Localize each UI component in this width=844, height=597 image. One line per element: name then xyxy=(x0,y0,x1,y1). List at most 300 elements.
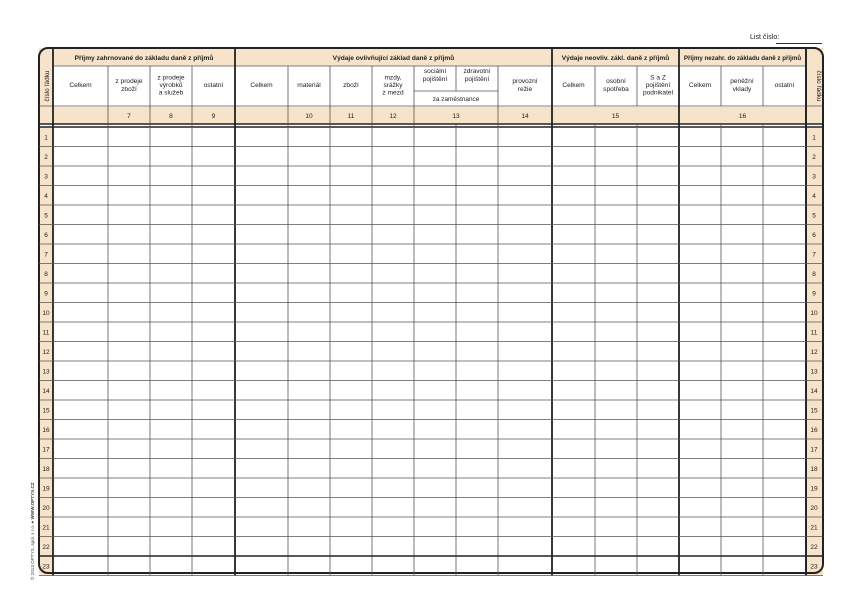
table-cell[interactable] xyxy=(331,479,371,497)
table-cell[interactable] xyxy=(764,499,805,517)
table-cell[interactable] xyxy=(193,557,234,575)
table-cell[interactable] xyxy=(373,557,413,575)
table-cell[interactable] xyxy=(499,148,551,166)
table-cell[interactable] xyxy=(331,440,371,458)
table-cell[interactable] xyxy=(193,284,234,302)
table-cell[interactable] xyxy=(193,226,234,244)
table-cell[interactable] xyxy=(151,538,191,556)
table-cell[interactable] xyxy=(553,440,594,458)
table-cell[interactable] xyxy=(236,128,287,146)
table-cell[interactable] xyxy=(151,382,191,400)
table-cell[interactable] xyxy=(596,499,636,517)
table-cell[interactable] xyxy=(151,226,191,244)
table-cell[interactable] xyxy=(373,401,413,419)
table-cell[interactable] xyxy=(109,226,149,244)
table-cell[interactable] xyxy=(680,167,720,185)
table-cell[interactable] xyxy=(236,265,287,283)
table-cell[interactable] xyxy=(553,226,594,244)
table-cell[interactable] xyxy=(499,206,551,224)
table-cell[interactable] xyxy=(596,401,636,419)
table-cell[interactable] xyxy=(638,245,678,263)
table-cell[interactable] xyxy=(415,206,455,224)
table-cell[interactable] xyxy=(54,206,107,224)
table-cell[interactable] xyxy=(373,167,413,185)
table-cell[interactable] xyxy=(373,148,413,166)
table-cell[interactable] xyxy=(499,323,551,341)
table-cell[interactable] xyxy=(415,518,455,536)
table-cell[interactable] xyxy=(331,538,371,556)
table-cell[interactable] xyxy=(680,148,720,166)
table-cell[interactable] xyxy=(236,284,287,302)
table-cell[interactable] xyxy=(373,265,413,283)
table-cell[interactable] xyxy=(236,226,287,244)
table-cell[interactable] xyxy=(373,538,413,556)
table-cell[interactable] xyxy=(680,128,720,146)
table-cell[interactable] xyxy=(236,440,287,458)
table-cell[interactable] xyxy=(415,226,455,244)
table-cell[interactable] xyxy=(373,440,413,458)
table-cell[interactable] xyxy=(151,148,191,166)
table-cell[interactable] xyxy=(638,440,678,458)
table-cell[interactable] xyxy=(499,284,551,302)
table-cell[interactable] xyxy=(151,401,191,419)
table-cell[interactable] xyxy=(373,304,413,322)
table-cell[interactable] xyxy=(109,245,149,263)
table-cell[interactable] xyxy=(457,401,497,419)
table-cell[interactable] xyxy=(236,206,287,224)
table-cell[interactable] xyxy=(457,323,497,341)
table-cell[interactable] xyxy=(553,557,594,575)
table-cell[interactable] xyxy=(236,460,287,478)
table-cell[interactable] xyxy=(151,362,191,380)
table-cell[interactable] xyxy=(722,304,762,322)
table-cell[interactable] xyxy=(553,518,594,536)
table-cell[interactable] xyxy=(109,187,149,205)
table-cell[interactable] xyxy=(680,382,720,400)
table-cell[interactable] xyxy=(638,538,678,556)
table-cell[interactable] xyxy=(415,382,455,400)
table-cell[interactable] xyxy=(553,401,594,419)
table-cell[interactable] xyxy=(331,460,371,478)
table-cell[interactable] xyxy=(553,538,594,556)
table-cell[interactable] xyxy=(54,382,107,400)
table-cell[interactable] xyxy=(457,206,497,224)
table-cell[interactable] xyxy=(722,148,762,166)
table-cell[interactable] xyxy=(373,245,413,263)
table-cell[interactable] xyxy=(109,538,149,556)
table-cell[interactable] xyxy=(596,304,636,322)
table-cell[interactable] xyxy=(236,518,287,536)
table-cell[interactable] xyxy=(331,421,371,439)
table-cell[interactable] xyxy=(289,362,329,380)
table-cell[interactable] xyxy=(764,187,805,205)
table-cell[interactable] xyxy=(289,265,329,283)
table-cell[interactable] xyxy=(596,362,636,380)
table-cell[interactable] xyxy=(289,479,329,497)
table-cell[interactable] xyxy=(764,440,805,458)
table-cell[interactable] xyxy=(638,343,678,361)
table-cell[interactable] xyxy=(109,265,149,283)
table-cell[interactable] xyxy=(415,148,455,166)
table-cell[interactable] xyxy=(764,323,805,341)
table-cell[interactable] xyxy=(680,362,720,380)
table-cell[interactable] xyxy=(331,304,371,322)
table-cell[interactable] xyxy=(236,479,287,497)
table-cell[interactable] xyxy=(151,499,191,517)
table-cell[interactable] xyxy=(415,167,455,185)
table-cell[interactable] xyxy=(236,362,287,380)
table-cell[interactable] xyxy=(289,557,329,575)
table-cell[interactable] xyxy=(638,304,678,322)
table-cell[interactable] xyxy=(553,206,594,224)
table-cell[interactable] xyxy=(457,187,497,205)
table-cell[interactable] xyxy=(151,421,191,439)
table-cell[interactable] xyxy=(680,304,720,322)
table-cell[interactable] xyxy=(722,128,762,146)
table-cell[interactable] xyxy=(596,167,636,185)
table-cell[interactable] xyxy=(722,206,762,224)
table-cell[interactable] xyxy=(289,382,329,400)
table-cell[interactable] xyxy=(109,401,149,419)
table-cell[interactable] xyxy=(54,245,107,263)
table-cell[interactable] xyxy=(638,226,678,244)
table-cell[interactable] xyxy=(109,167,149,185)
table-cell[interactable] xyxy=(457,226,497,244)
table-cell[interactable] xyxy=(289,304,329,322)
table-cell[interactable] xyxy=(764,460,805,478)
table-cell[interactable] xyxy=(457,167,497,185)
table-cell[interactable] xyxy=(331,148,371,166)
table-cell[interactable] xyxy=(499,557,551,575)
table-cell[interactable] xyxy=(236,343,287,361)
table-cell[interactable] xyxy=(457,421,497,439)
table-cell[interactable] xyxy=(722,401,762,419)
table-cell[interactable] xyxy=(373,206,413,224)
table-cell[interactable] xyxy=(553,245,594,263)
table-cell[interactable] xyxy=(638,148,678,166)
table-cell[interactable] xyxy=(764,518,805,536)
table-cell[interactable] xyxy=(289,518,329,536)
table-cell[interactable] xyxy=(289,401,329,419)
table-cell[interactable] xyxy=(638,128,678,146)
table-cell[interactable] xyxy=(289,245,329,263)
table-cell[interactable] xyxy=(680,265,720,283)
table-cell[interactable] xyxy=(373,226,413,244)
table-cell[interactable] xyxy=(638,518,678,536)
table-cell[interactable] xyxy=(331,167,371,185)
table-cell[interactable] xyxy=(373,187,413,205)
table-cell[interactable] xyxy=(54,323,107,341)
table-cell[interactable] xyxy=(722,479,762,497)
table-cell[interactable] xyxy=(193,265,234,283)
table-cell[interactable] xyxy=(638,479,678,497)
table-cell[interactable] xyxy=(373,284,413,302)
table-cell[interactable] xyxy=(553,265,594,283)
table-cell[interactable] xyxy=(415,187,455,205)
table-cell[interactable] xyxy=(151,460,191,478)
table-cell[interactable] xyxy=(638,460,678,478)
table-cell[interactable] xyxy=(289,206,329,224)
table-cell[interactable] xyxy=(499,304,551,322)
table-cell[interactable] xyxy=(638,499,678,517)
table-cell[interactable] xyxy=(553,460,594,478)
table-cell[interactable] xyxy=(764,245,805,263)
table-cell[interactable] xyxy=(289,128,329,146)
table-cell[interactable] xyxy=(596,440,636,458)
table-cell[interactable] xyxy=(331,382,371,400)
table-cell[interactable] xyxy=(499,245,551,263)
table-cell[interactable] xyxy=(151,128,191,146)
table-cell[interactable] xyxy=(553,284,594,302)
table-cell[interactable] xyxy=(499,226,551,244)
table-cell[interactable] xyxy=(373,343,413,361)
table-cell[interactable] xyxy=(109,382,149,400)
table-cell[interactable] xyxy=(289,148,329,166)
table-cell[interactable] xyxy=(193,323,234,341)
table-cell[interactable] xyxy=(722,284,762,302)
table-cell[interactable] xyxy=(236,245,287,263)
table-cell[interactable] xyxy=(109,460,149,478)
table-cell[interactable] xyxy=(54,187,107,205)
table-cell[interactable] xyxy=(373,128,413,146)
table-cell[interactable] xyxy=(457,284,497,302)
table-cell[interactable] xyxy=(415,284,455,302)
table-cell[interactable] xyxy=(596,148,636,166)
table-cell[interactable] xyxy=(151,343,191,361)
table-cell[interactable] xyxy=(457,499,497,517)
table-cell[interactable] xyxy=(457,538,497,556)
table-cell[interactable] xyxy=(151,206,191,224)
table-cell[interactable] xyxy=(373,421,413,439)
table-cell[interactable] xyxy=(54,148,107,166)
table-cell[interactable] xyxy=(457,148,497,166)
table-cell[interactable] xyxy=(638,421,678,439)
table-cell[interactable] xyxy=(331,265,371,283)
table-cell[interactable] xyxy=(596,557,636,575)
table-cell[interactable] xyxy=(499,167,551,185)
table-cell[interactable] xyxy=(499,479,551,497)
table-cell[interactable] xyxy=(109,518,149,536)
table-cell[interactable] xyxy=(54,499,107,517)
table-cell[interactable] xyxy=(722,187,762,205)
table-cell[interactable] xyxy=(289,460,329,478)
table-cell[interactable] xyxy=(722,323,762,341)
table-cell[interactable] xyxy=(596,382,636,400)
table-cell[interactable] xyxy=(236,538,287,556)
table-cell[interactable] xyxy=(680,499,720,517)
table-cell[interactable] xyxy=(764,206,805,224)
table-cell[interactable] xyxy=(373,518,413,536)
table-cell[interactable] xyxy=(553,343,594,361)
table-cell[interactable] xyxy=(151,440,191,458)
table-cell[interactable] xyxy=(415,304,455,322)
table-cell[interactable] xyxy=(415,460,455,478)
table-cell[interactable] xyxy=(151,265,191,283)
table-cell[interactable] xyxy=(151,479,191,497)
table-cell[interactable] xyxy=(193,128,234,146)
table-cell[interactable] xyxy=(553,148,594,166)
table-cell[interactable] xyxy=(193,304,234,322)
table-cell[interactable] xyxy=(151,284,191,302)
table-cell[interactable] xyxy=(331,206,371,224)
table-cell[interactable] xyxy=(764,362,805,380)
table-cell[interactable] xyxy=(373,499,413,517)
table-cell[interactable] xyxy=(151,187,191,205)
table-cell[interactable] xyxy=(722,499,762,517)
table-cell[interactable] xyxy=(680,226,720,244)
table-cell[interactable] xyxy=(109,323,149,341)
table-cell[interactable] xyxy=(193,518,234,536)
table-cell[interactable] xyxy=(722,460,762,478)
table-cell[interactable] xyxy=(331,128,371,146)
table-cell[interactable] xyxy=(331,245,371,263)
table-cell[interactable] xyxy=(331,499,371,517)
table-cell[interactable] xyxy=(373,479,413,497)
table-cell[interactable] xyxy=(499,460,551,478)
table-cell[interactable] xyxy=(109,304,149,322)
table-cell[interactable] xyxy=(151,518,191,536)
table-cell[interactable] xyxy=(596,479,636,497)
table-cell[interactable] xyxy=(373,362,413,380)
table-cell[interactable] xyxy=(54,265,107,283)
table-cell[interactable] xyxy=(457,362,497,380)
table-cell[interactable] xyxy=(680,440,720,458)
table-cell[interactable] xyxy=(457,518,497,536)
table-cell[interactable] xyxy=(638,382,678,400)
table-cell[interactable] xyxy=(236,148,287,166)
table-cell[interactable] xyxy=(680,538,720,556)
table-cell[interactable] xyxy=(680,557,720,575)
table-cell[interactable] xyxy=(596,226,636,244)
table-cell[interactable] xyxy=(553,479,594,497)
table-cell[interactable] xyxy=(457,479,497,497)
table-cell[interactable] xyxy=(289,187,329,205)
table-cell[interactable] xyxy=(764,265,805,283)
table-cell[interactable] xyxy=(499,128,551,146)
table-cell[interactable] xyxy=(54,128,107,146)
table-cell[interactable] xyxy=(415,245,455,263)
table-cell[interactable] xyxy=(331,284,371,302)
table-cell[interactable] xyxy=(415,440,455,458)
table-cell[interactable] xyxy=(109,479,149,497)
table-cell[interactable] xyxy=(289,440,329,458)
table-cell[interactable] xyxy=(415,362,455,380)
table-cell[interactable] xyxy=(722,382,762,400)
table-cell[interactable] xyxy=(193,167,234,185)
table-cell[interactable] xyxy=(457,382,497,400)
table-cell[interactable] xyxy=(499,401,551,419)
table-cell[interactable] xyxy=(331,557,371,575)
table-cell[interactable] xyxy=(722,518,762,536)
table-cell[interactable] xyxy=(331,518,371,536)
table-cell[interactable] xyxy=(553,499,594,517)
table-cell[interactable] xyxy=(109,343,149,361)
table-cell[interactable] xyxy=(193,148,234,166)
table-cell[interactable] xyxy=(289,284,329,302)
table-cell[interactable] xyxy=(193,440,234,458)
table-cell[interactable] xyxy=(457,245,497,263)
table-cell[interactable] xyxy=(596,265,636,283)
table-cell[interactable] xyxy=(193,479,234,497)
table-cell[interactable] xyxy=(109,421,149,439)
table-cell[interactable] xyxy=(680,206,720,224)
table-cell[interactable] xyxy=(331,187,371,205)
table-cell[interactable] xyxy=(596,518,636,536)
table-cell[interactable] xyxy=(193,421,234,439)
table-cell[interactable] xyxy=(764,128,805,146)
table-cell[interactable] xyxy=(553,304,594,322)
table-cell[interactable] xyxy=(415,128,455,146)
table-cell[interactable] xyxy=(638,557,678,575)
table-cell[interactable] xyxy=(109,499,149,517)
table-cell[interactable] xyxy=(596,206,636,224)
table-cell[interactable] xyxy=(54,167,107,185)
table-cell[interactable] xyxy=(680,479,720,497)
table-cell[interactable] xyxy=(499,421,551,439)
table-cell[interactable] xyxy=(457,460,497,478)
table-cell[interactable] xyxy=(457,265,497,283)
table-cell[interactable] xyxy=(722,226,762,244)
table-cell[interactable] xyxy=(499,362,551,380)
table-cell[interactable] xyxy=(499,518,551,536)
table-cell[interactable] xyxy=(596,245,636,263)
table-cell[interactable] xyxy=(553,421,594,439)
table-cell[interactable] xyxy=(553,382,594,400)
table-cell[interactable] xyxy=(54,440,107,458)
table-cell[interactable] xyxy=(722,265,762,283)
table-cell[interactable] xyxy=(415,323,455,341)
table-cell[interactable] xyxy=(596,343,636,361)
table-cell[interactable] xyxy=(764,401,805,419)
table-cell[interactable] xyxy=(553,362,594,380)
table-cell[interactable] xyxy=(331,343,371,361)
table-cell[interactable] xyxy=(331,362,371,380)
table-cell[interactable] xyxy=(764,284,805,302)
table-cell[interactable] xyxy=(638,206,678,224)
table-cell[interactable] xyxy=(54,460,107,478)
table-cell[interactable] xyxy=(193,499,234,517)
table-cell[interactable] xyxy=(764,538,805,556)
table-cell[interactable] xyxy=(680,518,720,536)
table-cell[interactable] xyxy=(499,187,551,205)
table-cell[interactable] xyxy=(638,167,678,185)
table-cell[interactable] xyxy=(499,440,551,458)
table-cell[interactable] xyxy=(109,440,149,458)
table-cell[interactable] xyxy=(457,557,497,575)
table-cell[interactable] xyxy=(680,421,720,439)
table-cell[interactable] xyxy=(193,187,234,205)
table-cell[interactable] xyxy=(415,557,455,575)
table-cell[interactable] xyxy=(415,421,455,439)
table-cell[interactable] xyxy=(109,362,149,380)
table-cell[interactable] xyxy=(236,304,287,322)
table-cell[interactable] xyxy=(680,401,720,419)
table-cell[interactable] xyxy=(151,557,191,575)
table-cell[interactable] xyxy=(596,323,636,341)
table-cell[interactable] xyxy=(236,323,287,341)
table-cell[interactable] xyxy=(415,538,455,556)
table-cell[interactable] xyxy=(54,557,107,575)
table-cell[interactable] xyxy=(151,167,191,185)
table-cell[interactable] xyxy=(236,187,287,205)
table-cell[interactable] xyxy=(596,284,636,302)
table-cell[interactable] xyxy=(193,401,234,419)
table-cell[interactable] xyxy=(373,382,413,400)
table-cell[interactable] xyxy=(553,187,594,205)
table-cell[interactable] xyxy=(289,226,329,244)
table-cell[interactable] xyxy=(499,265,551,283)
table-cell[interactable] xyxy=(109,284,149,302)
